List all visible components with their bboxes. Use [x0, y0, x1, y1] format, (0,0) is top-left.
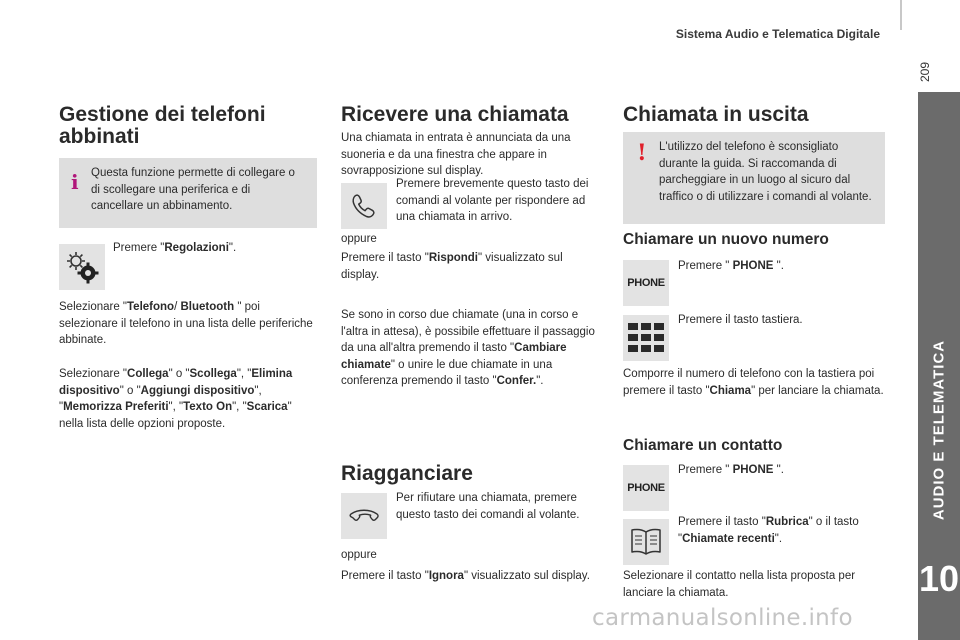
phone-button-label: PHONE	[627, 482, 665, 494]
subsection-call-contact: Chiamare un contatto	[623, 437, 783, 454]
keypad-icon	[626, 320, 666, 356]
phone-button-illustration-2	[623, 465, 669, 511]
phone-button-illustration-1	[623, 260, 669, 306]
warning-icon: !	[637, 140, 647, 166]
warning-note	[623, 132, 885, 224]
chapter-number: 10	[918, 558, 960, 599]
para-dial-number: Comporre il numero di telefono con la tastiera poi premere il tasto "Chiama" per lanciare la chiamata.	[623, 368, 884, 397]
phone-answer-icon	[349, 191, 379, 221]
para-two-calls: Se sono in corso due chiamate (una in corso e l'altra in attesa), è possibile effettuare il passaggio da una all'altra premendo il tasto "Cambiare chiamate" o unire le due chiamate in una conferenza premendo il tasto "Confer.".	[341, 309, 595, 387]
info-note-text: Questa funzione permette di collegare o di scollegare una periferica e di cancellare un abbinamento.	[91, 167, 295, 212]
contacts-button-illustration	[623, 519, 669, 565]
section-title-receive-call: Ricevere una chiamata	[341, 103, 569, 126]
info-note	[59, 158, 317, 228]
para-options: Selezionare "Collega" o "Scollega", "Elimina dispositivo" o "Aggiungi dispositivo", "Memorizza Preferiti", "Texto On", "Scarica" nella lista delle opzioni proposte.	[59, 368, 293, 430]
section-title-hang-up: Riagganciare	[341, 462, 473, 485]
keypad-button-illustration	[623, 315, 669, 361]
para-select-contact: Selezionare il contatto nella lista proposta per lanciare la chiamata.	[623, 570, 856, 599]
para-answer-display: Premere il tasto "Rispondi" visualizzato sul display.	[341, 252, 563, 281]
settings-button-illustration	[59, 244, 105, 290]
step-press-phone-2: Premere " PHONE ".	[678, 464, 784, 476]
header-divider	[900, 0, 902, 30]
step-press-keypad: Premere il tasto tastiera.	[678, 314, 803, 326]
running-header: Sistema Audio e Telematica Digitale	[675, 27, 880, 41]
para-ignore-display: Premere il tasto "Ignora" visualizzato sul display.	[341, 570, 590, 582]
para-select-phone: Selezionare "Telefono/ Bluetooth " poi selezionare il telefono in una lista delle periferiche abbinate.	[59, 301, 313, 346]
step-press-contacts: Premere il tasto "Rubrica" o il tasto "Chiamate recenti".	[678, 516, 859, 545]
oppure-1: oppure	[341, 233, 377, 245]
step-hang-up: Per rifiutare una chiamata, premere questo tasto dei comandi al volante.	[396, 492, 580, 521]
phone-hangup-icon	[348, 506, 380, 526]
step-settings: Premere "Regolazioni".	[113, 242, 237, 254]
section-title-paired-phones: Gestione dei telefoni abbinati	[59, 103, 266, 148]
section-title-outgoing-call: Chiamata in uscita	[623, 103, 809, 126]
phone-button-label: PHONE	[627, 277, 665, 289]
info-icon: i	[71, 170, 79, 194]
answer-button-illustration	[341, 183, 387, 229]
hangup-button-illustration	[341, 493, 387, 539]
step-press-phone-1: Premere " PHONE ".	[678, 260, 784, 272]
step-answer: Premere brevemente questo tasto dei comandi al volante per rispondere ad una chiamata in arrivo.	[396, 178, 589, 223]
subsection-new-number: Chiamare un nuovo numero	[623, 231, 829, 248]
chapter-label: AUDIO E TELEMATICA	[930, 339, 948, 521]
watermark: carmanualsonline.info	[592, 605, 853, 631]
para-incoming-intro: Una chiamata in entrata è annunciata da una suoneria e da una finestra che appare in sovrapposizione sul display.	[341, 132, 571, 177]
address-book-icon	[628, 526, 664, 558]
page-number: 209	[918, 61, 932, 82]
warning-note-text: L'utilizzo del telefono è sconsigliato durante la guida. Si raccomanda di parcheggiare in un luogo al sicuro dal traffico o di utilizzare i comandi al volante.	[659, 141, 872, 203]
oppure-2: oppure	[341, 549, 377, 561]
gears-icon	[63, 248, 101, 286]
